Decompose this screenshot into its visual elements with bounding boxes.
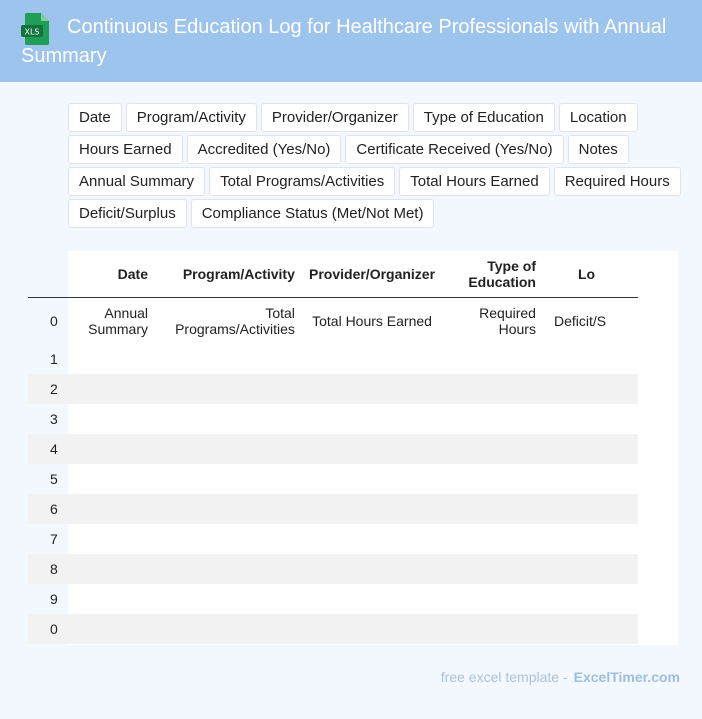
column-header-date: Date [62, 251, 152, 298]
tag-compliance-status: Compliance Status (Met/Not Met) [191, 199, 435, 228]
row-index: 1 [49, 351, 58, 367]
row-index: 6 [28, 494, 62, 524]
row-index: 2 [28, 374, 62, 404]
row-index: 4 [28, 434, 62, 464]
column-header-type-of-education: Type of Education [445, 251, 540, 298]
table-row [28, 584, 638, 614]
tag-total-hours-earned: Total Hours Earned [399, 167, 549, 196]
tag-location: Location [559, 103, 638, 132]
footer-credit [441, 669, 680, 685]
page-title: Continuous Education Log for Healthcare Professionals with Annual Summary [21, 16, 667, 67]
spreadsheet-preview [49, 251, 678, 645]
row-index: 5 [49, 471, 58, 487]
table-row [28, 554, 638, 584]
tag-provider-organizer: Provider/Organizer [261, 103, 409, 132]
table-row [28, 404, 638, 434]
tag-annual-summary: Annual Summary [68, 167, 205, 196]
tag-accredited: Accredited (Yes/No) [187, 135, 342, 164]
table-row [28, 298, 638, 345]
tag-notes: Notes [568, 135, 629, 164]
row-index: 3 [49, 411, 58, 427]
column-header-program-activity: Program/Activity [152, 251, 299, 298]
table-row [28, 374, 638, 404]
table-row [28, 344, 638, 374]
table-row [28, 434, 638, 464]
tag-hours-earned: Hours Earned [68, 135, 183, 164]
row-index: 7 [49, 531, 58, 547]
footer-brand-link[interactable]: ExcelTimer.com [573, 669, 680, 685]
column-header-index [28, 251, 62, 298]
table-header-row [28, 251, 638, 298]
table-row [28, 614, 638, 644]
tag-certificate-received: Certificate Received (Yes/No) [345, 135, 563, 164]
table-cell: Total Hours Earned [312, 313, 432, 329]
tag-date: Date [68, 103, 122, 132]
tag-type-of-education: Type of Education [413, 103, 555, 132]
row-index: 9 [49, 591, 58, 607]
row-index: 8 [28, 554, 62, 584]
tag-deficit-surplus: Deficit/Surplus [68, 199, 187, 228]
table-cell: Deficit/S [553, 313, 607, 329]
column-header-location: Lo [540, 251, 638, 298]
data-table [28, 251, 638, 644]
row-index: 0 [49, 313, 58, 329]
svg-text:XLS: XLS [24, 27, 40, 37]
row-index: 0 [28, 614, 62, 644]
field-tag-list [68, 103, 688, 228]
header-bar [0, 0, 702, 82]
table-cell: Annual Summary [88, 305, 149, 337]
table-row [28, 494, 638, 524]
table-cell: Total Programs/Activities [175, 305, 295, 337]
tag-total-programs: Total Programs/Activities [209, 167, 395, 196]
table-cell: Required Hours [479, 305, 536, 337]
table-row [28, 464, 638, 494]
table-row [28, 524, 638, 554]
tag-program-activity: Program/Activity [126, 103, 257, 132]
footer-text: free excel template - [440, 669, 568, 685]
column-header-provider-organizer: Provider/Organizer [299, 251, 445, 298]
tag-required-hours: Required Hours [554, 167, 681, 196]
